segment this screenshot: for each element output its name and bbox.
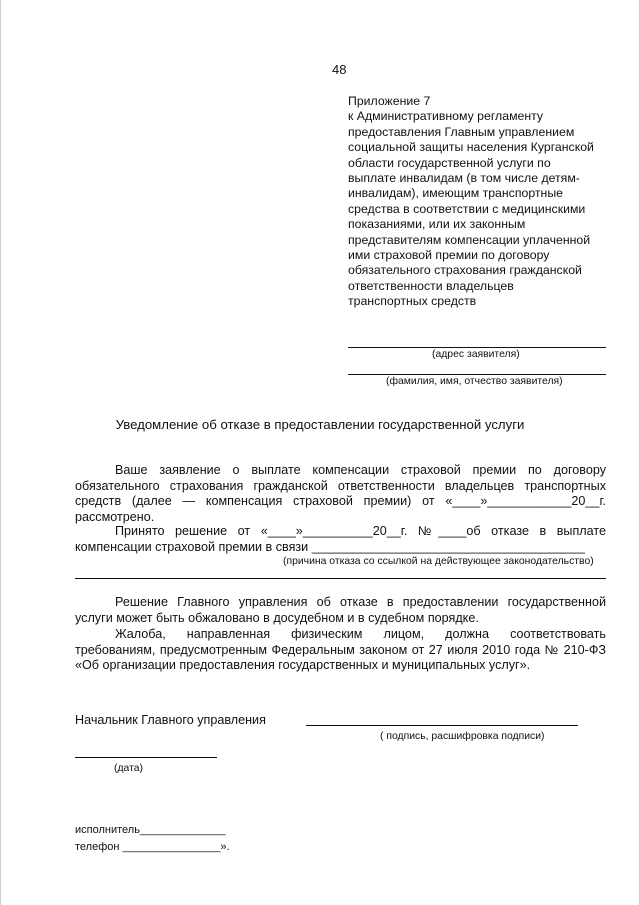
paragraph-line: средств (далее — компенсация страховой премии) от «____»____________20__г. xyxy=(75,494,606,509)
paragraph-line: Ваше заявление о выплате компенсации страховой премии по договору xyxy=(115,463,606,477)
appendix-line: к Административному регламенту xyxy=(348,109,544,124)
paragraph-line: рассмотрено. xyxy=(75,510,155,525)
appendix-line: области государственной услуги по xyxy=(348,155,551,170)
appendix-line: обязательного страхования гражданской xyxy=(348,263,582,278)
paragraph-line: компенсации страховой премии в связи _______________________________________ xyxy=(75,539,585,554)
appendix-line: инвалидам), имеющим транспортные xyxy=(348,186,563,201)
date-line xyxy=(75,757,217,758)
appendix-line: показаниями, или их законным xyxy=(348,217,526,232)
paragraph-line: Решение Главного управления об отказе в предоставлении государственной xyxy=(115,595,606,609)
name-line xyxy=(348,374,606,375)
paragraph-3 xyxy=(75,595,606,626)
signature-caption: ( подпись, расшифровка подписи) xyxy=(380,731,545,742)
document-title: Уведомление об отказе в предоставлении государственной услуги xyxy=(115,417,525,432)
appendix-line: предоставления Главным управлением xyxy=(348,124,575,139)
paragraph-1 xyxy=(75,463,606,526)
paragraph-line: услуги может быть обжаловано в досудебном и в судебном порядке. xyxy=(75,610,479,625)
address-line xyxy=(348,347,606,348)
paragraph-line: Принято решение от «____»__________20__г. №____об отказе в выплате xyxy=(115,524,606,538)
appendix-line: социальной защиты населения Курганской xyxy=(348,140,594,155)
paragraph-line: «Об организации предоставления государственных и муниципальных услуг». xyxy=(75,658,531,673)
date-caption: (дата) xyxy=(114,763,143,774)
paragraph-line: требованиям, предусмотренным Федеральным законом от 27 июля 2010 года № 210-ФЗ xyxy=(75,642,606,657)
signature-line xyxy=(306,725,578,726)
executor-field: исполнитель______________ xyxy=(75,824,226,836)
reason-line xyxy=(75,578,606,579)
phone-field: телефон ________________». xyxy=(75,841,230,853)
appendix-line: представителям компенсации уплаченной xyxy=(348,232,591,247)
appendix-line: ими страховой премии по договору xyxy=(348,248,550,263)
appendix-line: выплате инвалидам (в том числе детям- xyxy=(348,171,580,186)
head-label: Начальник Главного управления xyxy=(75,713,266,727)
paragraph-line: Жалоба, направленная физическим лицом, должна соответствовать xyxy=(115,627,606,641)
appendix-line: Приложение 7 xyxy=(348,94,431,108)
appendix-line: транспортных средств xyxy=(348,294,477,309)
appendix-block xyxy=(348,94,618,310)
reason-caption: (причина отказа со ссылкой на действующее законодательство) xyxy=(283,556,594,567)
appendix-line: ответственности владельцев xyxy=(348,278,514,293)
appendix-line: средства в соответствии с медицинскими xyxy=(348,201,586,216)
address-caption: (адрес заявителя) xyxy=(432,349,520,360)
paragraph-2 xyxy=(75,524,606,555)
name-caption: (фамилия, имя, отчество заявителя) xyxy=(386,376,563,387)
page-number: 48 xyxy=(332,62,347,77)
paragraph-line: обязательного страхования гражданской ответственности владельцев транспортных xyxy=(75,478,606,493)
paragraph-4 xyxy=(75,627,606,674)
